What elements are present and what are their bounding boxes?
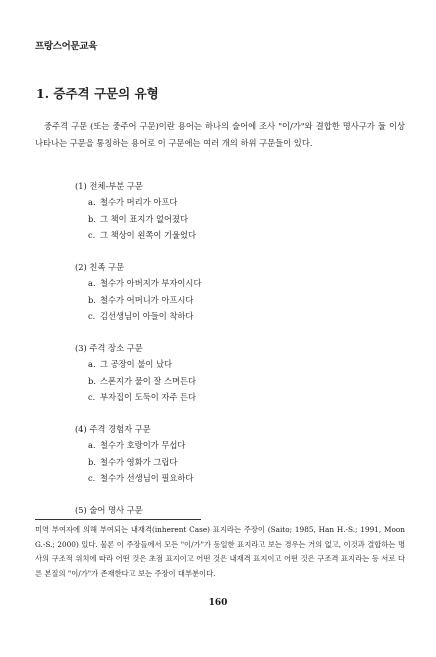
example-item (75, 373, 395, 390)
footnote: 미역 부여자에 의해 부여되는 내재격(inherent Case) 표지라는 주장이 (Saito; 1985, Han H.-S.; 1991, Moon G.-S.; 2000) 있다. 물론 이 주장들에서 모든 "이/가"가 동일한 표지라고 보는 경우는 거의 없고, 이것과 결합하는 명사의 구조적 위치에 따라 어떤 것은 초점 표지이고 어떤 것은 내재격 표지이고 어떤 것은 구조격 표지라는 등 서로 다른 본질의 "이/가"가 존재한다고 보는 주장이 대부분이다. (35, 525, 405, 578)
item-text: 철수가 영화가 그립다 (100, 456, 178, 467)
example-item (75, 227, 395, 244)
item-marker: b. (88, 456, 96, 467)
section-title: 1. 증주격 구문의 유형 (36, 86, 159, 101)
example-group-5 (75, 502, 395, 518)
page-number: 160 (208, 598, 228, 608)
example-item (75, 454, 395, 471)
example-item (75, 308, 395, 325)
example-group-3 (75, 340, 395, 406)
item-marker: b. (88, 375, 96, 386)
item-text: 부자집이 도둑이 자주 든다 (100, 392, 197, 402)
item-marker: b. (88, 294, 96, 305)
item-text: 스폰지가 물이 잘 스며든다 (100, 375, 197, 386)
example-item (75, 437, 395, 454)
example-group-4 (75, 421, 395, 487)
item-marker: b. (88, 213, 96, 224)
item-marker: c. (88, 392, 96, 402)
item-marker: c. (88, 311, 96, 321)
item-marker: a. (88, 278, 96, 288)
footnote-divider (35, 519, 201, 520)
item-text: 철수가 선생님이 필요하다 (100, 473, 194, 483)
example-item (75, 356, 395, 373)
group-heading: (1) 전체-부분 구문 (75, 181, 143, 191)
intro-paragraph: 중주격 구문 (또는 중주어 구문)이란 용어는 하나의 술어에 조사 "이/가"와 결합한 명사구가 둘 이상 나타나는 구문을 통칭하는 용어로 이 구문에는 여러 개의 하위 구문들이 있다. (35, 121, 405, 148)
item-marker: a. (88, 440, 96, 450)
item-marker: a. (88, 359, 96, 369)
item-marker: a. (88, 197, 96, 207)
example-item (75, 470, 395, 487)
group-heading: (5) 술어 명사 구문 (75, 505, 143, 515)
item-text: 철수가 아버지가 부자이시다 (100, 278, 202, 288)
item-text: 그 책상이 왼쪽이 기울었다 (100, 230, 197, 240)
example-item (75, 275, 395, 292)
example-groups (75, 178, 395, 534)
example-item (75, 292, 395, 309)
item-text: 그 공장이 불이 났다 (100, 359, 173, 369)
group-heading: (3) 주격 장소 구문 (75, 343, 143, 353)
item-marker: c. (88, 230, 96, 240)
example-item (75, 194, 395, 211)
group-heading: (2) 친족 구문 (75, 262, 125, 272)
item-text: 그 책이 표지가 없어졌다 (100, 213, 189, 224)
item-text: 철수가 호랑이가 무섭다 (100, 440, 186, 450)
example-group-1 (75, 178, 395, 244)
item-text: 철수가 머리가 아프다 (100, 197, 178, 207)
item-text: 김선생님이 아들이 착하다 (100, 311, 194, 321)
group-heading: (4) 주격 경험자 구문 (75, 424, 151, 434)
example-group-2 (75, 259, 395, 325)
running-head: 프랑스어문교육 (35, 41, 98, 52)
item-marker: c. (88, 473, 96, 483)
example-item (75, 211, 395, 228)
item-text: 철수가 어머니가 아프시다 (100, 294, 194, 305)
example-item (75, 389, 395, 406)
